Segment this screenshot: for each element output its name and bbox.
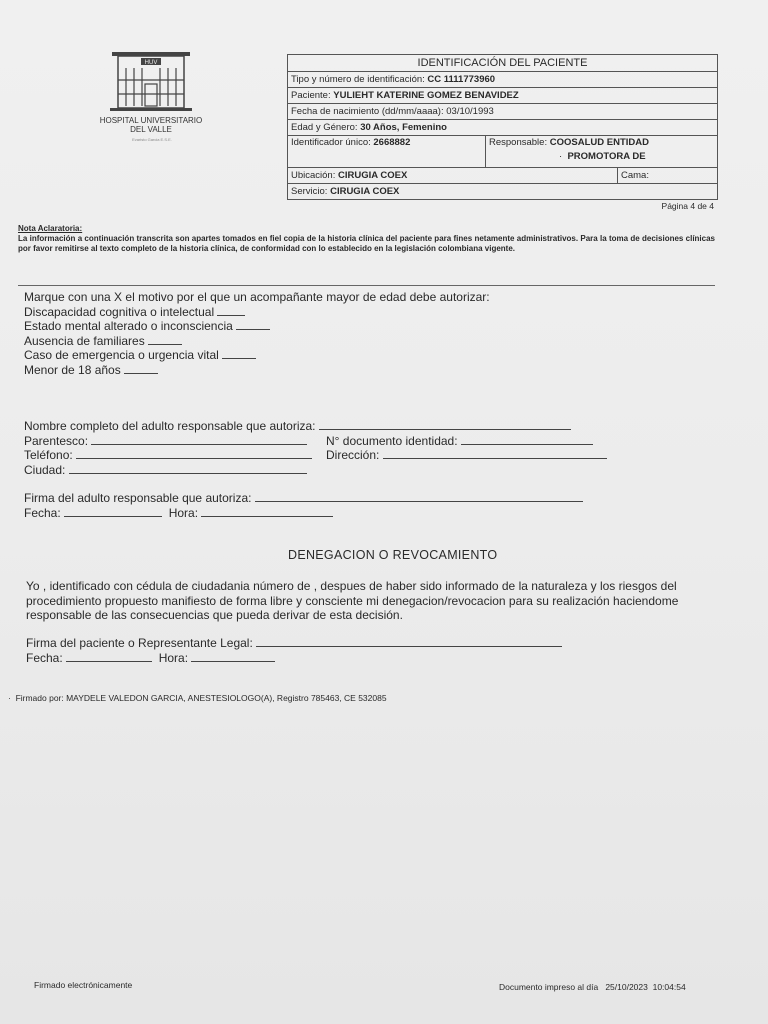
fecha-paciente-field[interactable]	[66, 651, 152, 662]
fecha-field[interactable]	[64, 506, 162, 517]
patient-ubicacion-row	[288, 168, 717, 184]
motivo-label: Discapacidad cognitiva o intelectual	[24, 304, 215, 319]
firma-responsable-label: Firma del adulto responsable que autoriza:	[24, 491, 252, 505]
servicio-value: CIRUGIA COEX	[330, 186, 400, 197]
fecha-hora-paciente-row	[26, 651, 562, 666]
motivo-item	[24, 305, 490, 320]
patient-servicio-row	[288, 184, 717, 199]
fecha-hora-row	[24, 506, 583, 521]
hospital-subtitle: Evaristo Garcia E.S.E.	[132, 137, 172, 142]
cama-cell	[618, 168, 649, 183]
patient-uid-row	[288, 136, 717, 168]
firma-responsable-field[interactable]	[255, 491, 583, 502]
footer-impreso	[499, 982, 686, 992]
responsable-parentesco-row	[24, 434, 724, 449]
hora-label: Hora:	[168, 505, 199, 520]
footer-firmado-electronicamente: Firmado electrónicamente	[34, 980, 133, 990]
patient-dob-value: 03/10/1993	[446, 106, 494, 117]
patient-name-row	[288, 88, 717, 104]
patient-dob-row	[288, 104, 717, 120]
responsable-nombre-field[interactable]	[319, 419, 571, 430]
hospital-name	[88, 116, 214, 134]
motivo-mark-field[interactable]	[148, 334, 182, 345]
motivo-label: Caso de emergencia o urgencia vital	[24, 348, 219, 362]
responsable-nombre-label: Nombre completo del adulto responsable que autoriza:	[24, 419, 316, 433]
page-number: Página 4 de 4	[661, 201, 714, 211]
footer-impreso-label: Documento impreso al día	[499, 982, 599, 992]
motivo-item	[24, 363, 490, 378]
motivo-mark-field[interactable]	[217, 305, 245, 316]
documento-field[interactable]	[461, 434, 593, 445]
responsable-telefono-row	[24, 448, 724, 463]
direccion-field[interactable]	[383, 448, 607, 459]
firma-paciente-field[interactable]	[256, 636, 562, 647]
patient-name-label: Paciente:	[291, 90, 331, 101]
telefono-label: Teléfono:	[24, 448, 73, 462]
telefono-field[interactable]	[76, 448, 312, 459]
firma-responsable-section	[24, 491, 583, 520]
patient-name-value: YULIEHT KATERINE GOMEZ BENAVIDEZ	[333, 90, 519, 101]
footer-impreso-date: 25/10/2023	[605, 982, 648, 992]
hospital-building-icon	[108, 50, 194, 114]
patient-age-row	[288, 120, 717, 136]
responsable-value-2: PROMOTORA DE	[567, 151, 646, 162]
patient-id-value: CC 1111773960	[427, 74, 496, 85]
responsable-section	[24, 419, 724, 477]
patient-dob-label: Fecha de nacimiento (dd/mm/aaaa):	[291, 106, 444, 117]
cama-label: Cama:	[621, 170, 649, 181]
patient-age-label: Edad y Género:	[291, 122, 358, 133]
fecha-label: Fecha:	[24, 505, 61, 520]
patient-uid-cell	[288, 136, 486, 167]
patient-age-value: 30 Años, Femenino	[360, 122, 447, 133]
documento-label: N° documento identidad:	[326, 433, 458, 448]
ubicacion-label: Ubicación:	[291, 170, 336, 181]
hospital-name-line2: DEL VALLE	[130, 125, 172, 134]
motivo-mark-field[interactable]	[124, 363, 158, 374]
fecha-paciente-label: Fecha:	[26, 650, 63, 665]
responsable-label: Responsable:	[489, 137, 548, 148]
hora-paciente-field[interactable]	[191, 651, 275, 662]
motivo-item	[24, 348, 490, 363]
hospital-name-line1: HOSPITAL UNIVERSITARIO	[99, 116, 203, 125]
firmado-por-text: Firmado por: MAYDELE VALEDON GARCIA, ANESTESIOLOGO(A), Registro 785463, CE 532085	[15, 693, 387, 703]
direccion-group	[326, 448, 607, 463]
motivo-label: Menor de 18 años	[24, 362, 121, 377]
responsable-nombre-row	[24, 419, 724, 434]
motivo-mark-field[interactable]	[222, 348, 256, 359]
documento-group	[326, 434, 593, 449]
section-divider	[18, 285, 715, 286]
patient-identification-box	[287, 54, 718, 200]
hora-field[interactable]	[201, 506, 333, 517]
hospital-logo	[88, 50, 218, 145]
patient-id-row	[288, 72, 717, 88]
nota-title: Nota Aclaratoria:	[18, 224, 83, 233]
firma-paciente-row	[26, 636, 562, 651]
firmado-por: · Firmado por: MAYDELE VALEDON GARCIA, ANESTESIOLOGO(A), Registro 785463, CE 532085	[8, 693, 387, 703]
ubicacion-value: CIRUGIA COEX	[338, 170, 408, 181]
patient-uid-label: Identificador único:	[291, 137, 371, 148]
parentesco-field[interactable]	[91, 434, 307, 445]
patient-uid-value: 2668882	[373, 137, 411, 148]
nota-text: La información a continuación transcrita son apartes tomados en fiel copia de la historia clínica del paciente para fines netamente administrativos. Para la toma de decisiones clínicas por favor remitirse al texto completo de la historia clínica, de conformidad con lo establecido en la legislación colombiana vigente.	[18, 234, 715, 253]
motivo-label: Ausencia de familiares	[24, 333, 145, 348]
ciudad-field[interactable]	[69, 463, 307, 474]
firma-responsable-row	[24, 491, 583, 506]
servicio-label: Servicio:	[291, 186, 328, 197]
firma-paciente-label: Firma del paciente o Representante Legal:	[26, 636, 253, 650]
responsable-cell: Responsable: COOSALUD ENTIDAD · PROMOTORA DE	[489, 137, 649, 162]
parentesco-label: Parentesco:	[24, 433, 89, 448]
motivo-label: Estado mental alterado o inconsciencia	[24, 319, 233, 333]
ubicacion-cell	[288, 168, 618, 183]
hora-paciente-label: Hora:	[158, 650, 189, 665]
patient-id-label: Tipo y número de identificación:	[291, 74, 425, 85]
responsable-value-1: COOSALUD ENTIDAD	[549, 137, 649, 148]
firma-paciente-section	[26, 636, 562, 665]
denegacion-text: Yo , identificado con cédula de ciudadania número de , despues de haber sido informado de la naturaleza y los riesgos del procedimiento propuesto manifiesto de forma libre y consciente mi denegacion/revocacion para su realización haciendome responsable de las consecuencias que pueda derivar de esta decisión.	[26, 579, 679, 622]
denegacion-title: DENEGACION O REVOCAMIENTO	[288, 548, 498, 562]
motivo-mark-field[interactable]	[236, 319, 270, 330]
nota-aclaratoria	[18, 224, 715, 254]
ciudad-label: Ciudad:	[24, 462, 66, 477]
motivo-item	[24, 334, 490, 349]
direccion-label: Dirección:	[326, 448, 380, 462]
footer-impreso-time: 10:04:54	[652, 982, 686, 992]
responsable-ciudad-row	[24, 463, 724, 478]
motivo-item	[24, 319, 490, 334]
patient-box-title: IDENTIFICACIÓN DEL PACIENTE	[288, 55, 717, 72]
motivos-section	[24, 290, 490, 377]
motivos-intro: Marque con una X el motivo por el que un acompañante mayor de edad debe autorizar:	[24, 290, 490, 304]
logo-abbrev: HUV	[144, 60, 158, 66]
